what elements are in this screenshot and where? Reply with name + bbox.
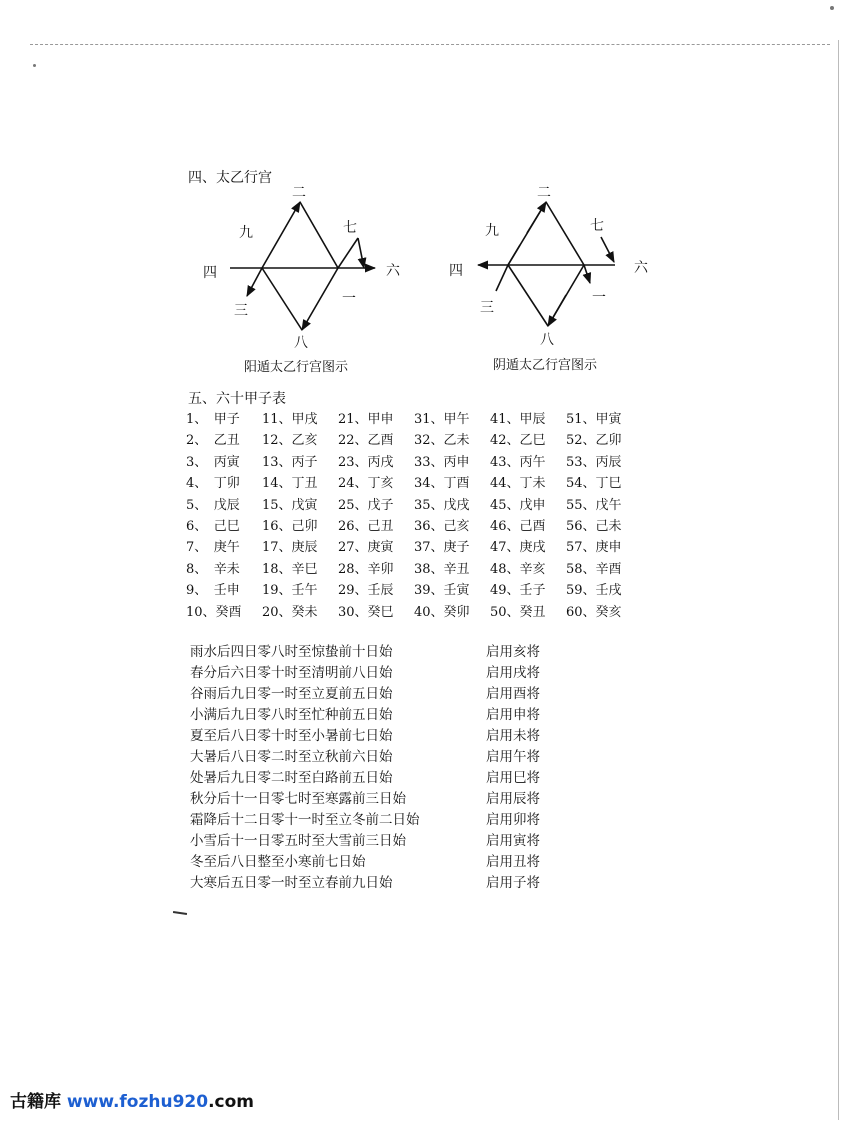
table-cell: 16、己卯 [262,518,318,534]
table-row [186,536,646,557]
table-cell: 54、丁巳 [566,476,622,492]
term-general: 启用申将 [486,707,540,723]
yang-label-er: 二 [292,185,306,201]
table-cell: 50、癸丑 [490,604,546,620]
table-cell: 34、丁酉 [414,476,470,492]
table-cell: 23、丙戌 [338,454,394,470]
yang-label-jiu: 九 [239,225,253,241]
table-row [186,472,646,493]
yang-label-yi: 一 [342,291,356,307]
table-cell: 31、甲午 [414,412,470,427]
yang-label-ba: 八 [294,335,308,351]
watermark [10,1087,254,1112]
table-cell: 52、乙卯 [566,433,622,449]
section4-title: 四、太乙行宫 [188,170,272,186]
table-cell: 51、甲寅 [566,412,622,427]
table-cell: 27、庚寅 [338,540,394,556]
term-text: 夏至后八日零十时至小暑前七日始 [190,728,393,744]
watermark-site-name: 古籍库 [10,1092,67,1112]
table-cell: 28、辛卯 [338,561,394,577]
table-cell: 40、癸卯 [414,604,470,620]
term-text: 小满后九日零八时至忙种前五日始 [190,707,393,723]
table-cell: 47、庚戌 [490,540,546,556]
table-cell: 4、 丁卯 [186,476,240,492]
table-cell: 1、 甲子 [186,412,240,427]
table-cell: 22、乙酉 [338,433,394,449]
table-cell: 49、壬子 [490,583,546,599]
table-cell: 13、丙子 [262,454,318,470]
table-cell: 8、 辛未 [186,561,240,577]
table-cell: 42、乙巳 [490,433,546,449]
yang-label-qi: 七 [343,220,357,236]
term-text: 大暑后八日零二时至立秋前六日始 [190,749,393,765]
yang-label-liu: 六 [386,263,400,279]
term-general: 启用卯将 [486,812,540,828]
term-text: 处暑后九日零二时至白路前五日始 [190,770,393,786]
yin-label-ba: 八 [540,332,554,348]
table-row [186,515,646,536]
table-cell: 9、 壬申 [186,583,240,599]
table-cell: 29、壬辰 [338,583,394,599]
table-cell: 17、庚辰 [262,540,318,556]
table-row [186,558,646,579]
table-cell: 56、己未 [566,518,622,534]
table-cell: 26、己丑 [338,518,394,534]
table-row [186,601,646,622]
yang-caption: 阳遁太乙行宫图示 [244,360,349,375]
table-row [186,494,646,515]
table-cell: 15、戊寅 [262,497,318,513]
watermark-url-domain: www.fozhu920 [66,1092,209,1112]
table-row [186,408,646,429]
table-cell: 3、 丙寅 [186,454,240,470]
table-cell: 32、乙未 [414,433,470,449]
term-text: 谷雨后九日零一时至立夏前五日始 [190,686,393,702]
table-cell: 58、辛酉 [566,561,622,577]
yang-label-san: 三 [234,303,248,319]
yang-label-si: 四 [203,265,217,281]
table-cell: 14、丁丑 [262,476,318,492]
table-cell: 11、甲戌 [262,412,318,427]
table-cell: 55、戊午 [566,497,622,513]
term-general: 启用午将 [486,749,540,765]
yin-label-qi: 七 [590,218,604,234]
term-general: 启用子将 [486,875,540,891]
yin-label-er: 二 [537,185,551,201]
table-cell: 33、丙申 [414,454,470,470]
sexagenary-table [186,408,646,622]
table-cell: 35、戊戌 [414,497,470,513]
table-cell: 21、甲申 [338,412,394,427]
yin-label-liu: 六 [634,260,648,276]
term-text: 大寒后五日零一时至立春前九日始 [190,875,393,891]
table-cell: 24、丁亥 [338,476,394,492]
term-general: 启用亥将 [486,644,540,660]
term-general: 启用丑将 [486,854,540,870]
table-cell: 43、丙午 [490,454,546,470]
term-general: 启用戌将 [486,665,540,681]
term-general: 启用酉将 [486,686,540,702]
term-text: 雨水后四日零八时至惊蛰前十日始 [190,644,393,660]
term-text: 春分后六日零十时至清明前八日始 [190,665,393,681]
table-cell: 60、癸亥 [566,604,622,620]
table-cell: 37、庚子 [414,540,470,556]
table-cell: 2、 乙丑 [186,433,240,449]
term-general: 启用寅将 [486,833,540,849]
term-text: 霜降后十二日零十一时至立冬前二日始 [190,812,420,828]
section5-title: 五、六十甲子表 [188,391,286,407]
table-cell: 25、戊子 [338,497,394,513]
table-cell: 12、乙亥 [262,433,318,449]
table-cell: 18、辛巳 [262,561,318,577]
table-cell: 46、己酉 [490,518,546,534]
table-cell: 20、癸未 [262,604,318,620]
table-cell: 7、 庚午 [186,540,240,556]
term-general: 启用辰将 [486,791,540,807]
term-general: 启用未将 [486,728,540,744]
term-general: 启用巳将 [486,770,540,786]
yin-label-yi: 一 [592,290,606,306]
term-text: 小雪后十一日零五时至大雪前三日始 [190,833,406,849]
table-cell: 5、 戊辰 [186,497,240,513]
table-cell: 38、辛丑 [414,561,470,577]
table-cell: 53、丙辰 [566,454,622,470]
yin-label-san: 三 [480,300,494,316]
table-cell: 10、癸酉 [186,604,242,620]
table-cell: 30、癸巳 [338,604,394,620]
yin-label-jiu: 九 [485,223,499,239]
table-row [186,429,646,450]
yin-caption: 阴遁太乙行宫图示 [493,358,598,373]
table-cell: 59、壬戌 [566,583,622,599]
table-row [186,451,646,472]
table-cell: 44、丁未 [490,476,546,492]
table-cell: 36、己亥 [414,518,470,534]
table-cell: 41、甲辰 [490,412,546,427]
table-cell: 6、 己巳 [186,518,240,534]
watermark-url-tld: .com [208,1092,255,1112]
table-cell: 48、辛亥 [490,561,546,577]
table-cell: 57、庚申 [566,540,622,556]
term-text: 秋分后十一日零七时至寒露前三日始 [190,791,406,807]
term-text: 冬至后八日整至小寒前七日始 [190,854,366,870]
table-cell: 19、壬午 [262,583,318,599]
table-cell: 39、壬寅 [414,583,470,599]
table-cell: 45、戊申 [490,497,546,513]
table-row [186,579,646,600]
yin-label-si: 四 [449,263,463,279]
